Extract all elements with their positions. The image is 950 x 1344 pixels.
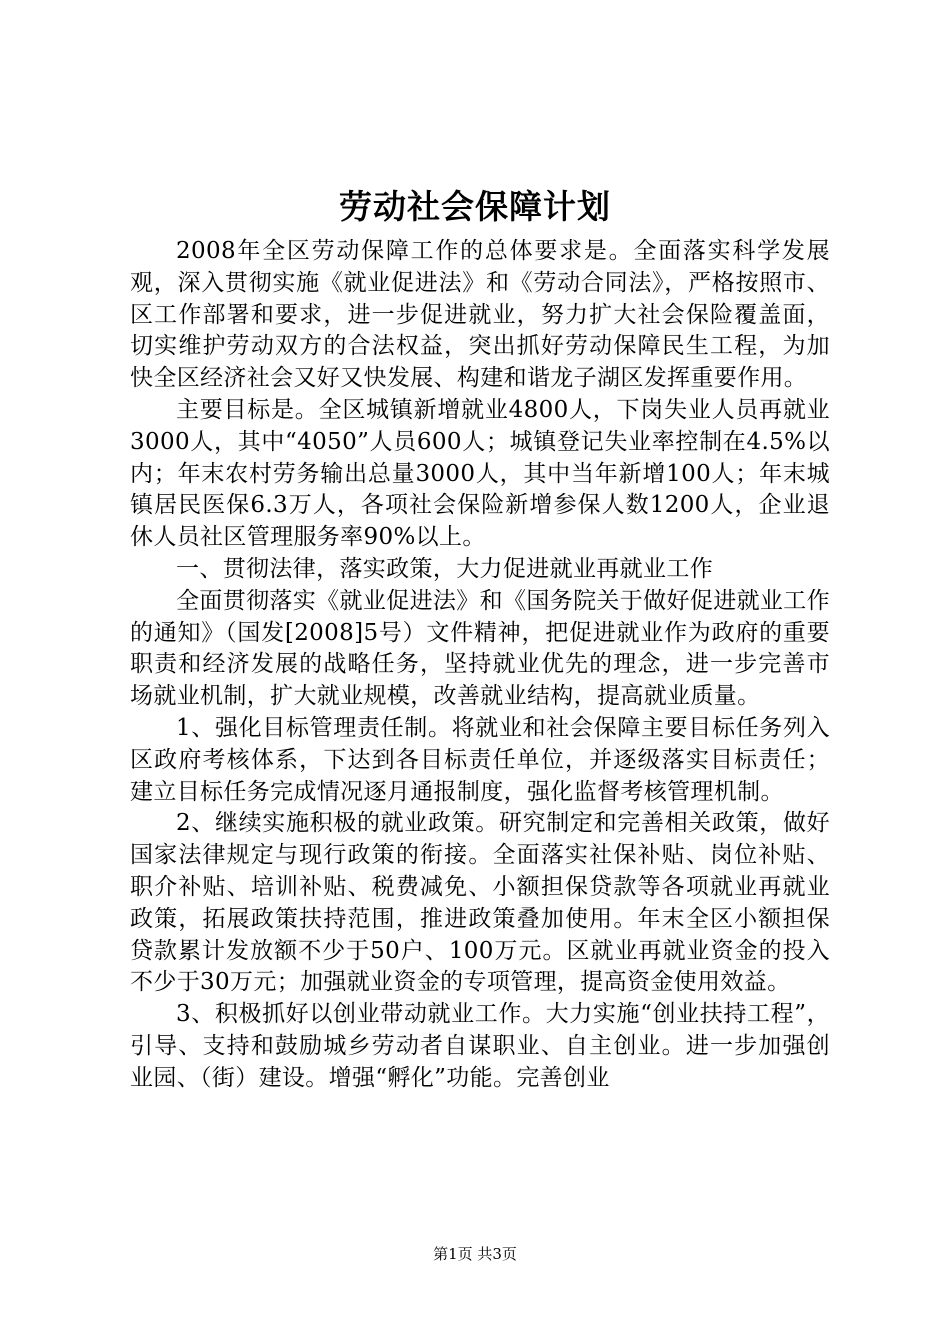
- paragraph-item-1: 1、强化目标管理责任制。将就业和社会保障主要目标任务列入区政府考核体系，下达到各目标责任单位，并逐级落实目标责任；建立目标任务完成情况逐月通报制度，强化监督考核管理机制。: [130, 714, 830, 805]
- paragraph-main-targets: 主要目标是。全区城镇新增就业4800人，下岗失业人员再就业3000人，其中“4050”人员600人；城镇登记失业率控制在4.5%以内；年末农村劳务输出总量3000人，其中当年新增100人；年末城镇居民医保6.3万人，各项社会保险新增参保人数1200人，企业退休人员社区管理服务率90%以上。: [130, 396, 830, 551]
- paragraph-employment-policy: 全面贯彻落实《就业促进法》和《国务院关于做好促进就业工作的通知》（国发[2008]5号）文件精神，把促进就业作为政府的重要职责和经济发展的战略任务，坚持就业优先的理念，进一步完善市场就业机制，扩大就业规模，改善就业结构，提高就业质量。: [130, 587, 830, 710]
- page-number-footer: 第1页 共3页: [433, 1245, 517, 1263]
- paragraph-item-3: 3、积极抓好以创业带动就业工作。大力实施“创业扶持工程”，引导、支持和鼓励城乡劳动者自谋职业、自主创业。进一步加强创业园、（街）建设。增强“孵化”功能。完善创业: [130, 1001, 830, 1091]
- paragraph-item-2: 2、继续实施积极的就业政策。研究制定和完善相关政策，做好国家法律规定与现行政策的衔接。全面落实社保补贴、岗位补贴、职介补贴、培训补贴、税费减免、小额担保贷款等各项就业再就业政策，拓展政策扶持范围，推进政策叠加使用。年末全区小额担保贷款累计发放额不少于50户、100万元。区就业再就业资金的投入不少于30万元；加强就业资金的专项管理，提高资金使用效益。: [130, 810, 830, 996]
- paragraph-overall-requirements: 2008年全区劳动保障工作的总体要求是。全面落实科学发展观，深入贯彻实施《就业促进法》和《劳动合同法》，严格按照市、区工作部署和要求，进一步促进就业，努力扩大社会保险覆盖面，切实维护劳动双方的合法权益，突出抓好劳动保障民生工程，为加快全区经济社会又好又快发展、构建和谐龙子湖区发挥重要作用。: [130, 238, 830, 392]
- section-heading-employment: 一、贯彻法律，落实政策，大力促进就业再就业工作: [176, 555, 714, 582]
- document-title: 劳动社会保障计划: [339, 187, 611, 226]
- document-body: [130, 236, 830, 1095]
